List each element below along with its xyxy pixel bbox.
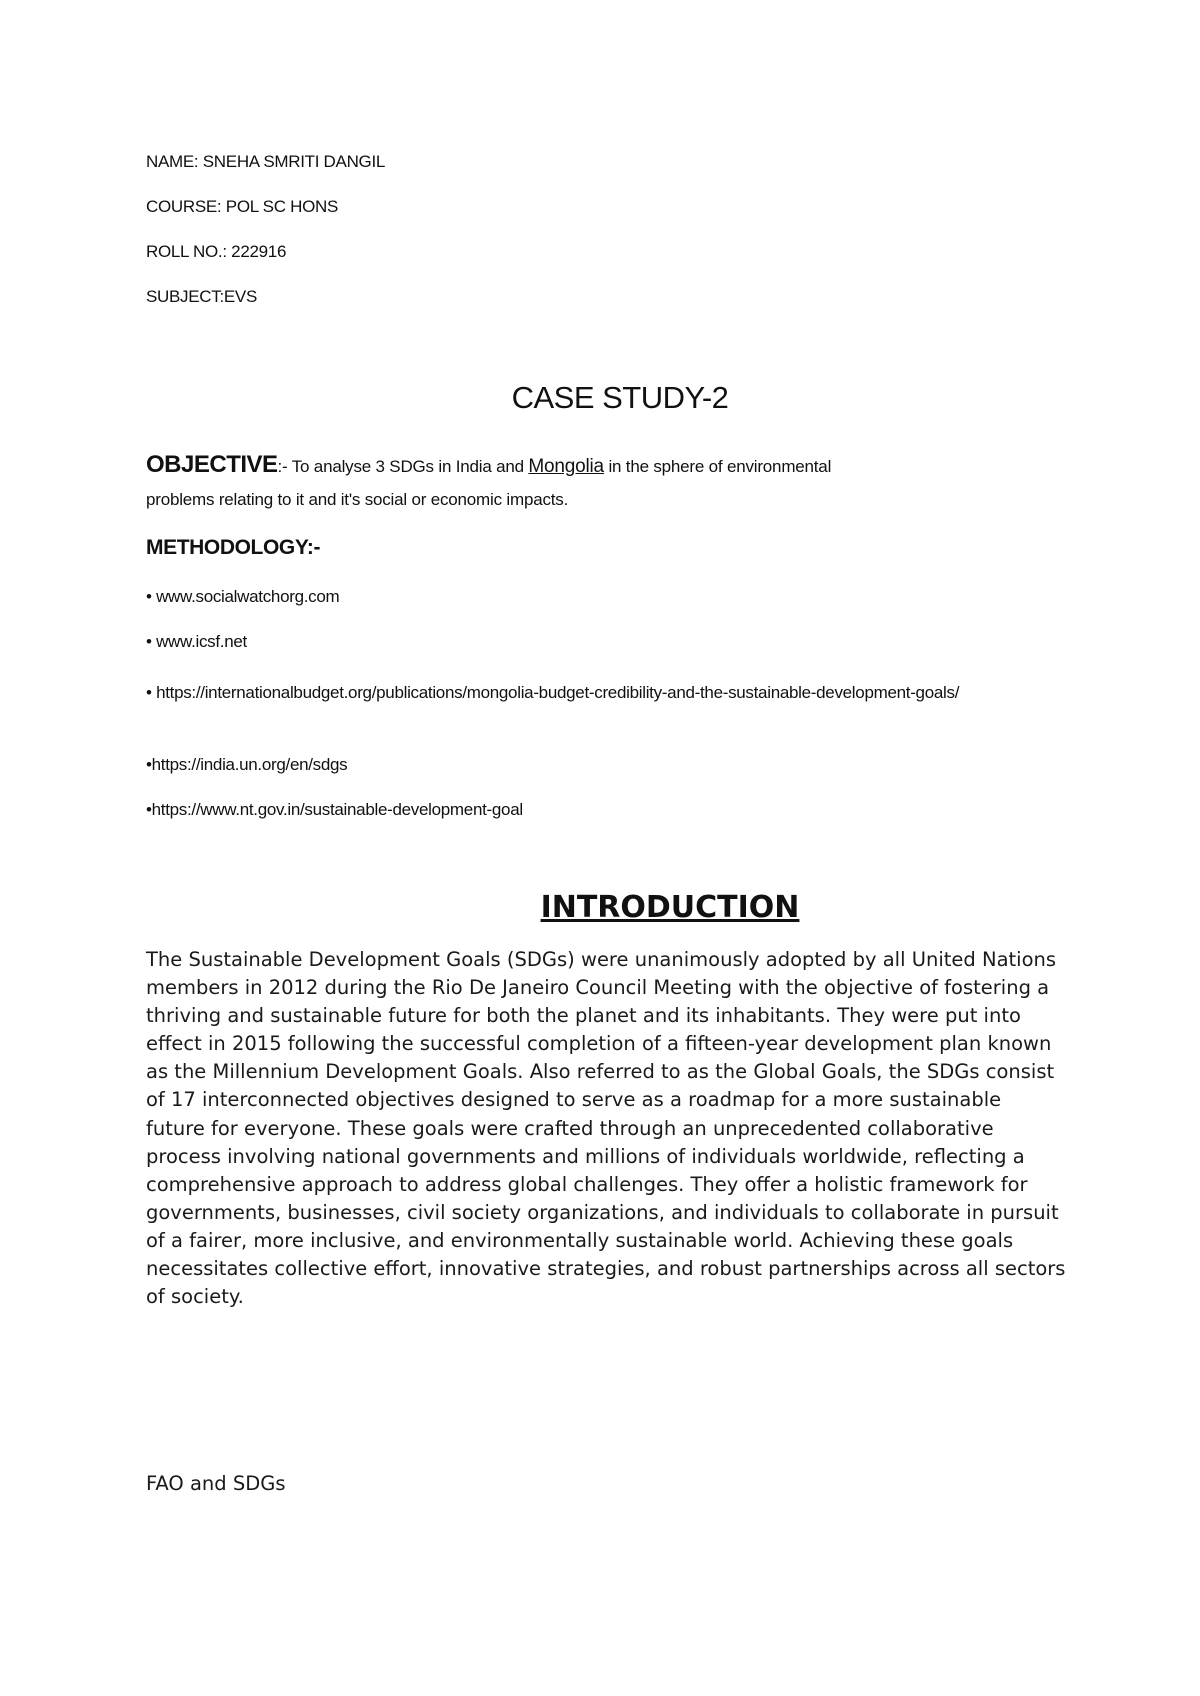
introduction-heading: INTRODUCTION	[540, 890, 800, 925]
objective-rest: in the sphere of environmental	[603, 457, 832, 476]
source-item[interactable]: • www.icsf.net	[146, 632, 247, 651]
subject: SUBJECT:EVS	[146, 287, 258, 306]
source-item[interactable]: •https://www.nt.gov.in/sustainable-development-goal	[146, 800, 523, 819]
roll-number: ROLL NO.: 222916	[146, 242, 287, 261]
objective-paragraph	[146, 448, 1046, 516]
course: COURSE: POL SC HONS	[146, 197, 339, 216]
student-name: NAME: SNEHA SMRITI DANGIL	[146, 152, 386, 171]
methodology-heading: METHODOLOGY:-	[146, 536, 321, 559]
objective-country: Mongolia	[528, 456, 604, 477]
source-item[interactable]: • https://internationalbudget.org/publications/mongolia-budget-credibility-and-the-sustainable-development-goals/	[146, 683, 960, 702]
objective-label: OBJECTIVE	[146, 451, 278, 478]
introduction-body: The Sustainable Development Goals (SDGs) were unanimously adopted by all United Nations members in 2012 during the Rio De Janeiro Council Meeting with the objective of fostering a thriving and sustainable future for both the planet and its inhabitants. They were put into effect in 2015 following the successful completion of a fifteen-year development plan known as the Millennium Development Goals. Also referred to as the Global Goals, the SDGs consist of 17 interconnected objectives designed to serve as a roadmap for a more sustainable future for everyone. These goals were crafted through an unprecedented collaborative process involving national governments and millions of individuals worldwide, reflecting a comprehensive approach to address global challenges. They offer a holistic framework for governments, businesses, civil society organizations, and individuals to collaborate in pursuit of a fairer, more inclusive, and environmentally sustainable world. Achieving these goals necessitates collective effort, innovative strategies, and robust partnerships across all sectors of society.	[146, 948, 1066, 1309]
case-study-title: CASE STUDY-2	[511, 380, 729, 415]
objective-line-2: problems relating to it and it's social or economic impacts.	[146, 490, 569, 509]
source-item[interactable]: • www.socialwatchorg.com	[146, 587, 340, 606]
next-section-heading: FAO and SDGs	[146, 1472, 286, 1495]
objective-lead: :- To analyse 3 SDGs in India and	[277, 457, 529, 476]
source-item[interactable]: •https://india.un.org/en/sdgs	[146, 755, 348, 774]
